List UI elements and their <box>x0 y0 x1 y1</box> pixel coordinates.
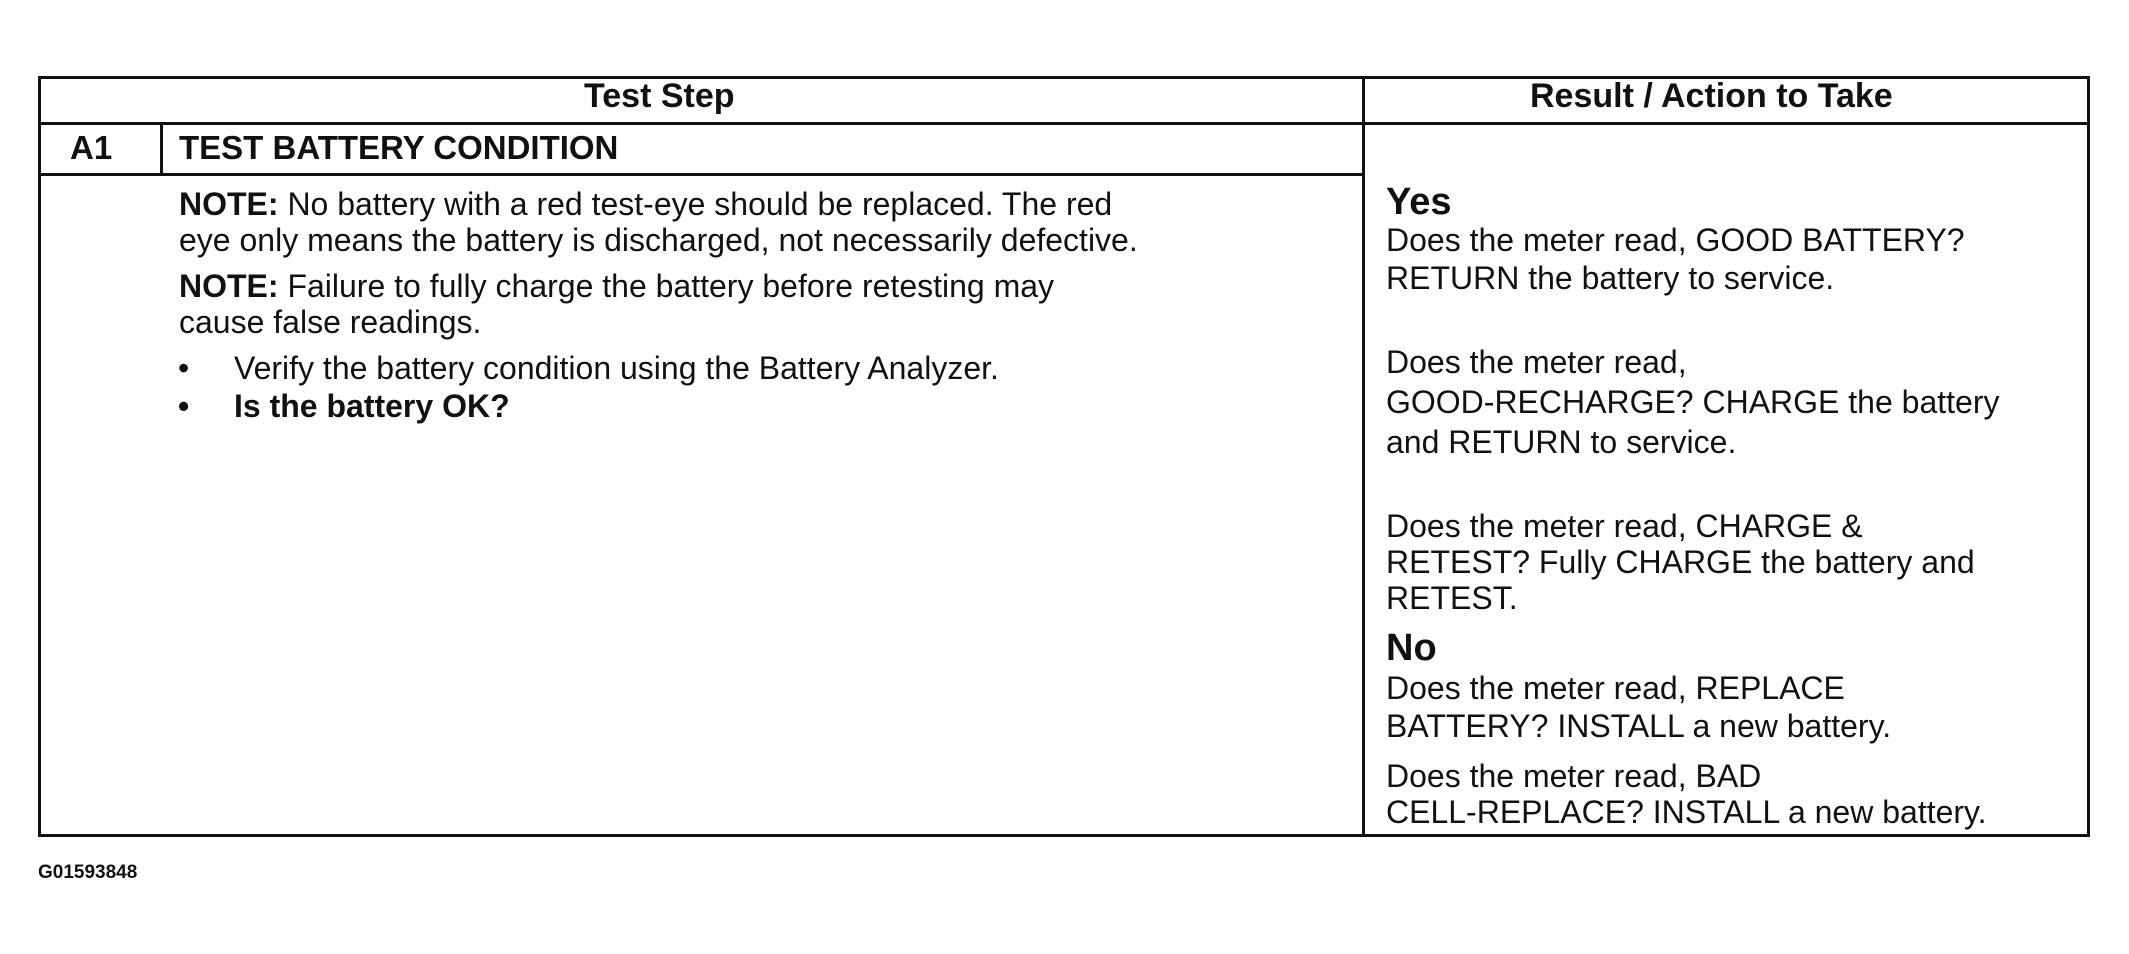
note-text: No battery with a red test-eye should be replaced. The red <box>278 186 1113 222</box>
no-label: No <box>1386 627 1437 669</box>
yes-1-line-2: RETURN the battery to service. <box>1386 260 1835 296</box>
figure-id: G01593848 <box>38 862 138 883</box>
bullet-verify-text: Verify the battery condition using the Battery Analyzer. <box>234 350 999 386</box>
step-title: TEST BATTERY CONDITION <box>179 129 619 166</box>
yes-3-line-1: Does the meter read, CHARGE & <box>1386 508 1863 544</box>
header-divider <box>38 122 2090 125</box>
step-id-divider <box>160 122 163 173</box>
bullet-question-text: Is the battery OK? <box>234 388 510 424</box>
no-2-line-1: Does the meter read, BAD <box>1386 758 1762 794</box>
yes-label: Yes <box>1386 181 1452 223</box>
column-divider <box>1362 76 1365 837</box>
note-2-line-1 <box>179 268 1054 304</box>
step-id: A1 <box>70 129 113 166</box>
step-row-divider <box>38 173 1362 176</box>
no-1-line-1: Does the meter read, REPLACE <box>1386 670 1845 706</box>
yes-2-line-1: Does the meter read, <box>1386 344 1687 380</box>
bullet-symbol: • <box>178 350 190 386</box>
note-1-line-2: eye only means the battery is discharged, not necessarily defective. <box>179 222 1138 258</box>
note-2-line-2: cause false readings. <box>179 304 482 340</box>
no-2-line-2: CELL-REPLACE? INSTALL a new battery. <box>1386 794 1987 830</box>
header-test-step: Test Step <box>584 77 735 115</box>
note-text: Failure to fully charge the battery before retesting may <box>278 268 1055 304</box>
yes-1-line-1: Does the meter read, GOOD BATTERY? <box>1386 222 1965 258</box>
note-label: NOTE: <box>179 268 279 304</box>
yes-3-line-2: RETEST? Fully CHARGE the battery and <box>1386 544 1975 580</box>
no-1-line-2: BATTERY? INSTALL a new battery. <box>1386 708 1892 744</box>
note-label: NOTE: <box>179 186 279 222</box>
yes-3-line-3: RETEST. <box>1386 580 1518 616</box>
note-1-line-1 <box>179 186 1112 222</box>
yes-2-line-3: and RETURN to service. <box>1386 424 1737 460</box>
bullet-symbol: • <box>178 388 190 424</box>
header-result: Result / Action to Take <box>1530 77 1893 115</box>
yes-2-line-2: GOOD-RECHARGE? CHARGE the battery <box>1386 384 2000 420</box>
